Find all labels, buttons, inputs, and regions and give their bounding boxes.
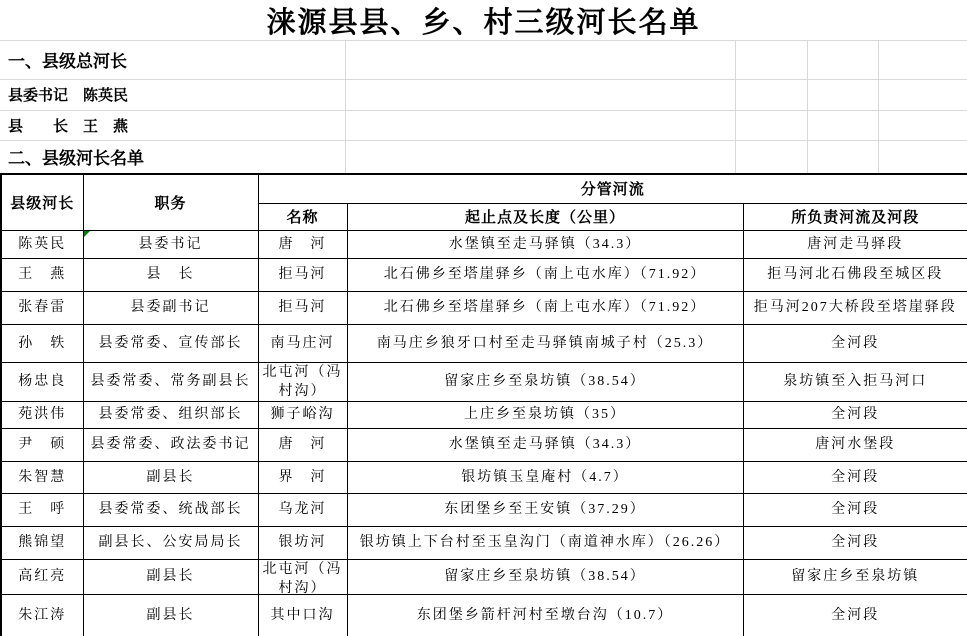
- table-row: [1, 493, 967, 526]
- cell-segment: 全河段: [743, 526, 967, 559]
- cell-extent: 留家庄乡至泉坊镇（38.54）: [347, 559, 743, 594]
- cell-segment: 留家庄乡至泉坊镇: [743, 559, 967, 594]
- cell-river: 拒马河: [258, 291, 347, 324]
- cell-name: 孙 轶: [1, 324, 83, 362]
- county-mayor-line: 县 长 王 燕: [8, 118, 129, 135]
- header-river-name: 名称: [258, 203, 347, 230]
- cell-name: 尹 硕: [1, 428, 83, 461]
- cell-duty: 县委常委、政法委书记: [83, 428, 258, 461]
- table-row: [1, 461, 967, 493]
- section-heading-county-chief-list: 二、县级河长名单: [8, 149, 144, 168]
- cell-duty: 县委常委、常务副县长: [83, 362, 258, 401]
- cell-extent: 北石佛乡至塔崖驿乡（南上屯水库）（71.92）: [347, 258, 743, 291]
- cell-duty: 县委书记: [83, 230, 258, 258]
- cell-extent: 水堡镇至走马驿镇（34.3）: [347, 428, 743, 461]
- cell-segment: 唐河走马驿段: [743, 230, 967, 258]
- cell-name: 朱智慧: [1, 461, 83, 493]
- cell-river: 乌龙河: [258, 493, 347, 526]
- county-secretary-line: 县委书记 陈英民: [8, 88, 129, 104]
- cell-duty: 副县长: [83, 461, 258, 493]
- cell-river: 其中口沟: [258, 594, 347, 636]
- table-header-row: [1, 174, 967, 203]
- header-rivers-group: 分管河流: [258, 174, 967, 203]
- cell-duty: 县委常委、组织部长: [83, 401, 258, 428]
- cell-river: 拒马河: [258, 258, 347, 291]
- river-chief-table: [0, 173, 967, 636]
- page-title: 涞源县县、乡、村三级河长名单: [266, 6, 701, 39]
- cell-name: 苑洪伟: [1, 401, 83, 428]
- table-row: [1, 362, 967, 401]
- cell-error-indicator-triangle-icon: [84, 231, 90, 237]
- table-row: [1, 428, 967, 461]
- cell-segment: 全河段: [743, 461, 967, 493]
- cell-name: 王 燕: [1, 258, 83, 291]
- cell-river: 界 河: [258, 461, 347, 493]
- header-segment: 所负责河流及河段: [743, 203, 967, 230]
- header-extent: 起止点及长度（公里）: [347, 203, 743, 230]
- cell-segment: 拒马河北石佛段至城区段: [743, 258, 967, 291]
- cell-extent: 上庄乡至泉坊镇（35）: [347, 401, 743, 428]
- cell-duty: 县委常委、统战部长: [83, 493, 258, 526]
- top-section: [0, 0, 967, 173]
- cell-segment: 全河段: [743, 493, 967, 526]
- cell-name: 朱江涛: [1, 594, 83, 636]
- table-row: [1, 291, 967, 324]
- cell-name: 张春雷: [1, 291, 83, 324]
- cell-river: 狮子峪沟: [258, 401, 347, 428]
- cell-extent: 水堡镇至走马驿镇（34.3）: [347, 230, 743, 258]
- section-heading-county-total-chief: 一、县级总河长: [8, 52, 127, 71]
- cell-extent: 南马庄乡狼牙口村至走马驿镇南城子村（25.3）: [347, 324, 743, 362]
- cell-duty: 县委常委、宣传部长: [83, 324, 258, 362]
- table-row: [1, 324, 967, 362]
- header-duty: 职务: [83, 174, 258, 230]
- cell-name: 熊锦望: [1, 526, 83, 559]
- table-row: [1, 258, 967, 291]
- cell-segment: 全河段: [743, 401, 967, 428]
- cell-extent: 北石佛乡至塔崖驿乡（南上屯水库）（71.92）: [347, 291, 743, 324]
- table-row: [1, 559, 967, 594]
- table-row: [1, 526, 967, 559]
- cell-segment: 全河段: [743, 594, 967, 636]
- cell-duty: 副县长: [83, 559, 258, 594]
- cell-segment: 拒马河207大桥段至塔崖驿段: [743, 291, 967, 324]
- cell-extent: 银坊镇上下台村至玉皇沟门（南道神水库）（26.26）: [347, 526, 743, 559]
- cell-duty: 副县长: [83, 594, 258, 636]
- cell-name: 陈英民: [1, 230, 83, 258]
- cell-extent: 东团堡乡箭杆河村至墩台沟（10.7）: [347, 594, 743, 636]
- table-row: [1, 401, 967, 428]
- cell-segment: 唐河水堡段: [743, 428, 967, 461]
- cell-name: 杨忠良: [1, 362, 83, 401]
- cell-river: 唐 河: [258, 230, 347, 258]
- cell-extent: 东团堡乡至王安镇（37.29）: [347, 493, 743, 526]
- table-row: [1, 230, 967, 258]
- cell-name: 王 呼: [1, 493, 83, 526]
- cell-duty: 副县长、公安局局长: [83, 526, 258, 559]
- cell-river: 银坊河: [258, 526, 347, 559]
- cell-segment: 全河段: [743, 324, 967, 362]
- cell-river: 唐 河: [258, 428, 347, 461]
- table-row: [1, 594, 967, 636]
- cell-river: 北屯河（冯村沟）: [258, 362, 347, 401]
- cell-duty: 县委副书记: [83, 291, 258, 324]
- cell-duty: 县 长: [83, 258, 258, 291]
- header-county-chief: 县级河长: [1, 174, 83, 230]
- cell-segment: 泉坊镇至入拒马河口: [743, 362, 967, 401]
- cell-river: 南马庄河: [258, 324, 347, 362]
- cell-river-text-clipped: 北屯河（冯村沟）: [262, 561, 343, 594]
- cell-name: 高红亮: [1, 559, 83, 594]
- cell-extent: 留家庄乡至泉坊镇（38.54）: [347, 362, 743, 401]
- cell-extent: 银坊镇玉皇庵村（4.7）: [347, 461, 743, 493]
- cell-river: [258, 559, 347, 594]
